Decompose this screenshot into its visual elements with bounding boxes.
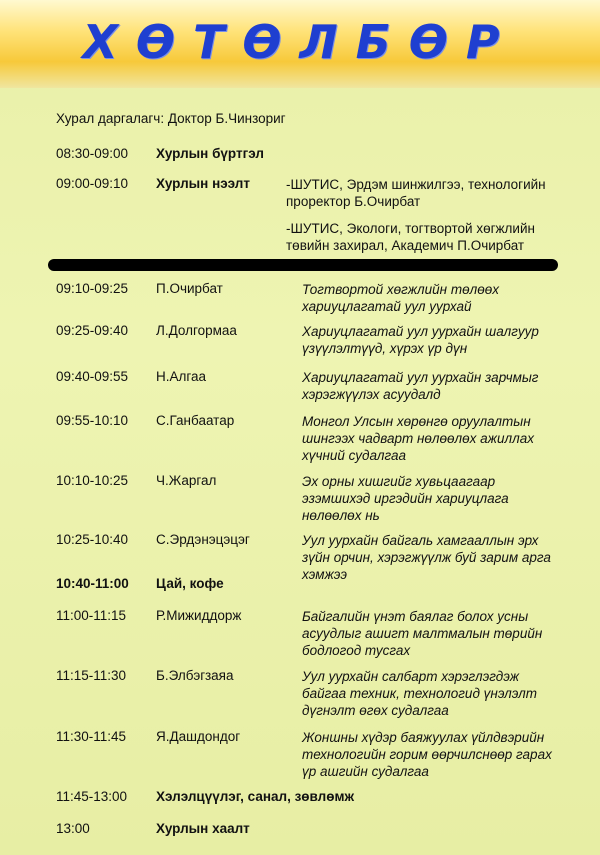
talk-topic: Монгол Улсын хөрөнгө оруулалтын шингээх чадварт нөлөөлөх ажиллах хүчний судалгаа [302, 414, 534, 463]
talk-time: 11:30-11:45 [56, 729, 127, 744]
page-title: ХӨТӨЛБӨР [82, 15, 518, 69]
talk-time: 11:15-11:30 [56, 668, 127, 683]
talk-topic: Уул уурхайн салбарт хэрэглэгдэж байгаа техник, технологид үнэлэлт дүгнэлт өгөх судалгаа [302, 669, 537, 718]
row-label: Хурлын нээлт [156, 176, 250, 191]
talk-topic: Хариуцлагатай уул уурхайн зарчмыг хэрэгжүүлэх асуудалд [302, 370, 539, 402]
row-time: 08:30-09:00 [56, 146, 129, 161]
talk-topic: Эх орны хишгийг хувьцаагаар эзэмшихэд иргэдийн хариуцлага нөлөөлөх нь [302, 474, 509, 523]
talk-speaker: П.Очирбат [156, 281, 223, 296]
break-label: Цай, кофе [156, 576, 224, 591]
row-label: Хэлэлцүүлэг, санал, зөвлөмж [156, 789, 355, 804]
talk-speaker: Я.Дашдондог [156, 729, 241, 744]
talk-topic: Байгалийн үнэт баялаг болох усны асуудлыг ашигт малтмалын төрийн бодлогод тусгах [302, 609, 543, 658]
talk-time: 11:00-11:15 [56, 608, 127, 623]
row-label: Хурлын бүртгэл [156, 146, 264, 161]
header-banner [0, 0, 600, 88]
talk-speaker: Ч.Жаргал [156, 473, 217, 488]
talk-topic: Тогтвортой хөгжлийн төлөөх хариуцлагатай уул уурхай [302, 282, 499, 314]
talk-time: 10:25-10:40 [56, 532, 129, 547]
talk-topic: Жоншны хүдэр баяжуулах үйлдвэрийн технологийн горим өөрчилснөөр гарах үр ашгийн судалгаа [302, 730, 552, 779]
talk-speaker: С.Эрдэнэцэцэг [156, 532, 250, 547]
talk-time: 09:40-09:55 [56, 369, 129, 384]
break-time: 10:40-11:00 [56, 576, 129, 591]
row-time: 09:00-09:10 [56, 176, 129, 191]
chair-line: Хурал даргалагч: Доктор Б.Чинзориг [56, 111, 286, 126]
talk-speaker: Б.Элбэгзаяа [156, 668, 234, 683]
row-label: Хурлын хаалт [156, 821, 250, 836]
talk-time: 10:10-10:25 [56, 473, 129, 488]
talk-speaker: Р.Мижиддорж [156, 608, 242, 623]
opening-note: -ШУТИС, Эрдэм шинжилгээ, технологийн проректор Б.Очирбат [286, 177, 546, 209]
talk-speaker: Л.Долгормаа [156, 323, 237, 338]
talk-time: 09:10-09:25 [56, 281, 129, 296]
row-time: 11:45-13:00 [56, 789, 128, 804]
row-time: 13:00 [56, 821, 90, 836]
talk-time: 09:55-10:10 [56, 413, 129, 428]
talk-speaker: С.Ганбаатар [156, 413, 235, 428]
talk-speaker: Н.Алгаа [156, 369, 207, 384]
talk-time: 09:25-09:40 [56, 323, 129, 338]
opening-note: -ШУТИС, Экологи, тогтвортой хөгжлийн төвийн захирал, Академич П.Очирбат [286, 221, 535, 253]
talk-topic: Уул уурхайн байгаль хамгааллын эрх зүйн орчин, хэрэгжүүлж буй зарим арга хэмжээ [302, 533, 551, 582]
talk-topic: Хариуцлагатай уул уурхайн шалгуур үзүүлэлтүүд, хүрэх үр дүн [302, 324, 539, 356]
divider-bar [48, 259, 558, 271]
